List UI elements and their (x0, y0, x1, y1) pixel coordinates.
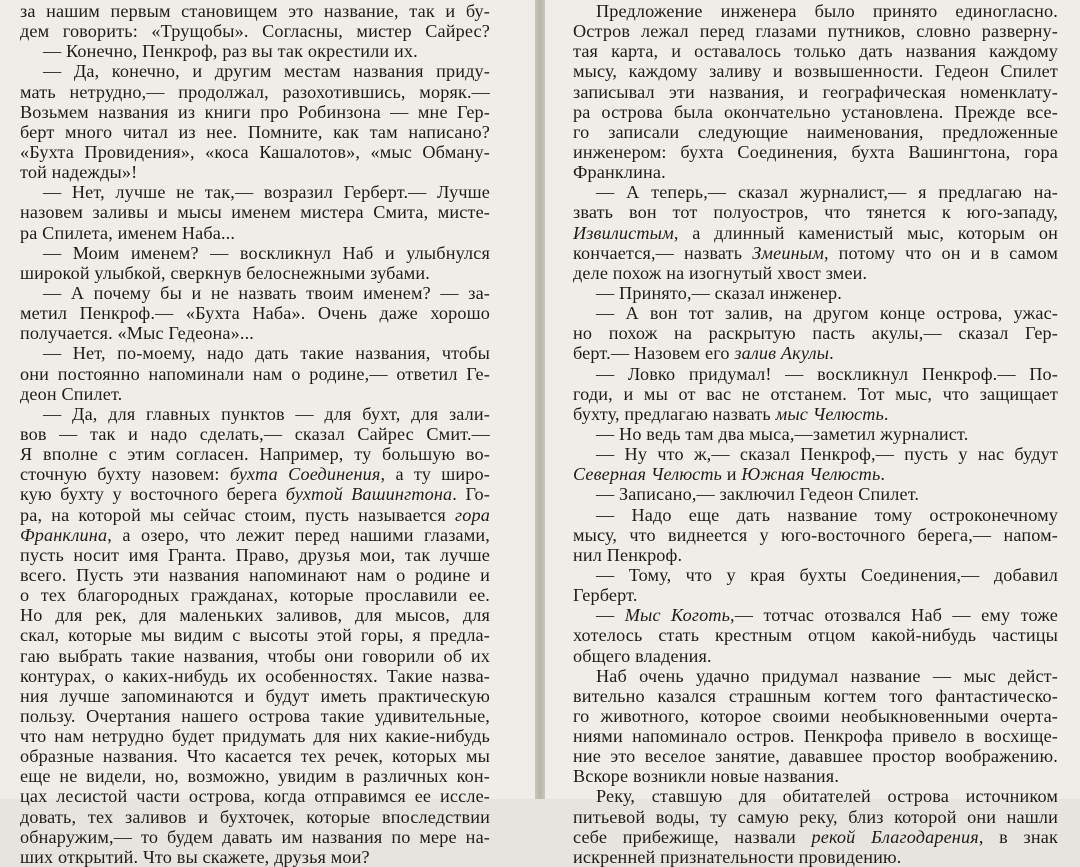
text-line: мысу, что виднеется у юго-восточного берега,— напом- (573, 524, 1058, 545)
text-line: — Конечно, Пенкроф, раз вы так окрестили их. (43, 41, 418, 62)
text-line: метил Пенкроф.— «Бухта Наба». Очень даже хорошо (20, 303, 490, 324)
text-line: Северная Челюсть и Южная Челюсть. (573, 464, 886, 485)
text-line: довать, тех заливов и бухточек, которые впоследствии (20, 806, 490, 827)
text-line: тая карта, и оставалось только дать названия каждому (573, 41, 1058, 62)
right-page (545, 0, 1080, 867)
text-line: Герберт. (573, 585, 638, 606)
text-line: Возьмем названия из книги про Робинзона — мне Гер- (20, 101, 490, 122)
text-line: но похож на раскрытую пасть акулы,— сказал Гер- (573, 323, 1058, 344)
text-line: за нашим первым становищем это название, так и бу- (20, 1, 490, 21)
text-line: назовем заливы и мысы именем мистера Смита, мисте- (20, 202, 490, 223)
text-line: берт много читал из нее. Помните, как там написано? (20, 121, 490, 142)
text-line: еще не видели, но, возможно, увидим в различных кон- (20, 766, 490, 787)
text-line: той надежды»! (20, 162, 138, 183)
text-line: они постоянно напоминали нам о родине,— ответил Ге- (20, 363, 490, 384)
text-line: кончается,— назвать Змеиным, потому что он и в самом (573, 242, 1059, 263)
text-line: Вскоре возникли новые названия. (573, 766, 840, 787)
text-line: вительно казался страшным когтем того фантастическо- (573, 685, 1058, 706)
text-line: нил Пенкроф. (573, 544, 683, 565)
text-line: инженером: бухта Соединения, бухта Вашингтона, гора (573, 141, 1058, 162)
text-line: — Да, для главных пунктов — для бухт, для зали- (43, 403, 490, 424)
text-line: себе прибежище, назвали рекой Благодарения, в знак (573, 826, 1058, 847)
text-line: го животного, которое своими необыкновенными очерта- (573, 705, 1058, 726)
text-line: — Ну что ж,— сказал Пенкроф,— пусть у нас будут (596, 444, 1058, 465)
text-line: Извилистым, а длинный каменистый мыс, которым он (573, 222, 1058, 243)
text-line: искренней признательности провидению. (573, 846, 902, 867)
text-line: — Надо еще дать название тому остроконечному (596, 504, 1058, 525)
text-line: гаю выбрать такие названия, чтобы они говорили об их (20, 645, 490, 666)
text-line: Предложение инженера было принято единогласно. (596, 1, 1058, 21)
text-line: питьевой воды, ту самую реку, близ которой они нашли (573, 806, 1058, 827)
text-line: — Да, конечно, и другим местам названия придy- (43, 61, 490, 82)
left-page (0, 0, 535, 867)
text-line: — Записано,— заключил Гедеон Спилет. (596, 484, 920, 505)
text-line: что нам нетрудно будет придумать для них какие-нибудь (20, 726, 490, 747)
text-line: ших открытий. Что вы скажете, друзья мои? (20, 846, 370, 867)
text-line: сточную бухту назовем: бухта Соединения, а ту широ- (20, 464, 490, 485)
text-line: хотелось стать крестным отцом какой-нибудь частицы (573, 625, 1058, 646)
text-line: о тех благородных гражданах, которые прославили ее. (20, 585, 490, 606)
text-line: — Мыс Коготь,— тотчас отозвался Наб — ему тоже (596, 605, 1058, 626)
text-line: бухту, предлагаю назвать мыс Челюсть. (573, 403, 889, 424)
text-line: ра Спилета, именем Наба... (20, 222, 236, 243)
text-line: Я вполне с этим согласен. Например, ту большую во- (20, 444, 490, 465)
text-line: ния лучше запоминаются и будут иметь практическую (20, 685, 490, 706)
text-line: — Принято,— сказал инженер. (596, 282, 842, 303)
text-line: обнаружим,— то будем давать им названия по мере на- (20, 826, 490, 847)
text-line: го записали следующие наименования, предложенные (573, 121, 1058, 142)
text-line: — А вон тот залив, на другом конце острова, ужас- (596, 303, 1058, 324)
text-line: деле похож на изогнутый хвост змеи. (573, 262, 868, 283)
text-line: деон Спилет. (20, 383, 123, 404)
right-page-text (573, 1, 1058, 867)
text-line: ние это веселое занятие, дававшее простор воображению. (573, 746, 1058, 767)
book-gutter (535, 0, 545, 799)
text-line: годи, и мы от вас не отстанем. Тот мыс, что защищает (573, 383, 1058, 404)
text-line: — Тому, что у края бухты Соединения,— добавил (596, 564, 1058, 585)
text-line: мысу, каждому заливу и возвышенности. Гедеон Спилет (573, 61, 1058, 82)
text-line: Но для рек, для маленьких заливов, для мысов, для (20, 605, 490, 626)
text-line: «Бухта Провидения», «коса Кашалотов», «мыс Обману- (20, 141, 490, 162)
text-line: контурах, о каких-нибудь их особенностях. Такие назва- (20, 665, 490, 686)
text-line: ниями напоминало остров. Пенкрофа привело в восхище- (573, 726, 1058, 747)
text-line: цах лесистой части острова, когда отправимся ее иссле- (20, 786, 490, 807)
text-line: вов — так и надо сделать,— сказал Сайрес Смит.— (20, 423, 490, 444)
text-line: — А теперь,— сказал журналист,— я предлагаю на- (596, 182, 1058, 203)
text-line: широкой улыбкой, сверкнув белоснежными зубами. (20, 262, 430, 283)
text-line: — Ловко придумал! — воскликнул Пенкроф.— По- (596, 363, 1058, 384)
text-line: Франклина, а озеро, что лежит перед нашими глазами, (20, 524, 490, 545)
text-line: звать вон тот полуостров, что тянется к юго-западу, (573, 202, 1058, 223)
text-line: — Но ведь там два мыса,—заметил журналист. (596, 423, 969, 444)
text-line: — Нет, лучше не так,— возразил Герберт.— Лучше (43, 182, 490, 203)
text-line: берт.— Назовем его залив Акулы. (573, 343, 834, 364)
text-line: всего. Пусть эти названия напоминают нам о родине и (20, 564, 490, 585)
text-line: образные названия. Что касается тех речек, которых мы (20, 746, 490, 767)
text-line: Франклина. (573, 162, 666, 183)
text-line: ра, на которой мы сейчас стоим, пусть называется гора (20, 504, 490, 525)
left-page-text (20, 1, 490, 867)
text-line: — Моим именем? — воскликнул Наб и улыбнулся (43, 242, 490, 263)
text-line: пусть носит имя Гранта. Право, друзья мои, так лучше (20, 544, 490, 565)
text-line: ра острова была окончательно установлена. Прежде все- (573, 101, 1058, 122)
text-line: скал, которые мы видим с высоты этой горы, я предла- (20, 625, 490, 646)
text-line: получается. «Мыс Гедеона»... (20, 323, 254, 344)
text-line: — Нет, по-моему, надо дать такие названия, чтобы (43, 343, 490, 364)
text-line: дем говорить: «Трущобы». Согласны, мистер Сайрес? (20, 21, 490, 42)
text-line: — А почему бы и не назвать твоим именем? — за- (43, 282, 490, 303)
text-line: пользу. Очертания нашего острова такие удивительные, (20, 705, 490, 726)
text-line: Остров лежал перед глазами путников, словно разверну- (573, 21, 1058, 42)
text-line: Наб очень удачно придумал название — мыс дейст- (596, 665, 1058, 686)
text-line: записывал эти названия, и географическая номенклату- (573, 81, 1058, 102)
text-line: кую бухту у восточного берега бухтой Вашингтона. Го- (20, 484, 490, 505)
text-line: мать нетрудно,— продолжал, разохотившись, моряк.— (20, 81, 490, 102)
text-line: Реку, ставшую для обитателей острова источником (596, 786, 1058, 807)
text-line: общего владения. (573, 645, 712, 666)
